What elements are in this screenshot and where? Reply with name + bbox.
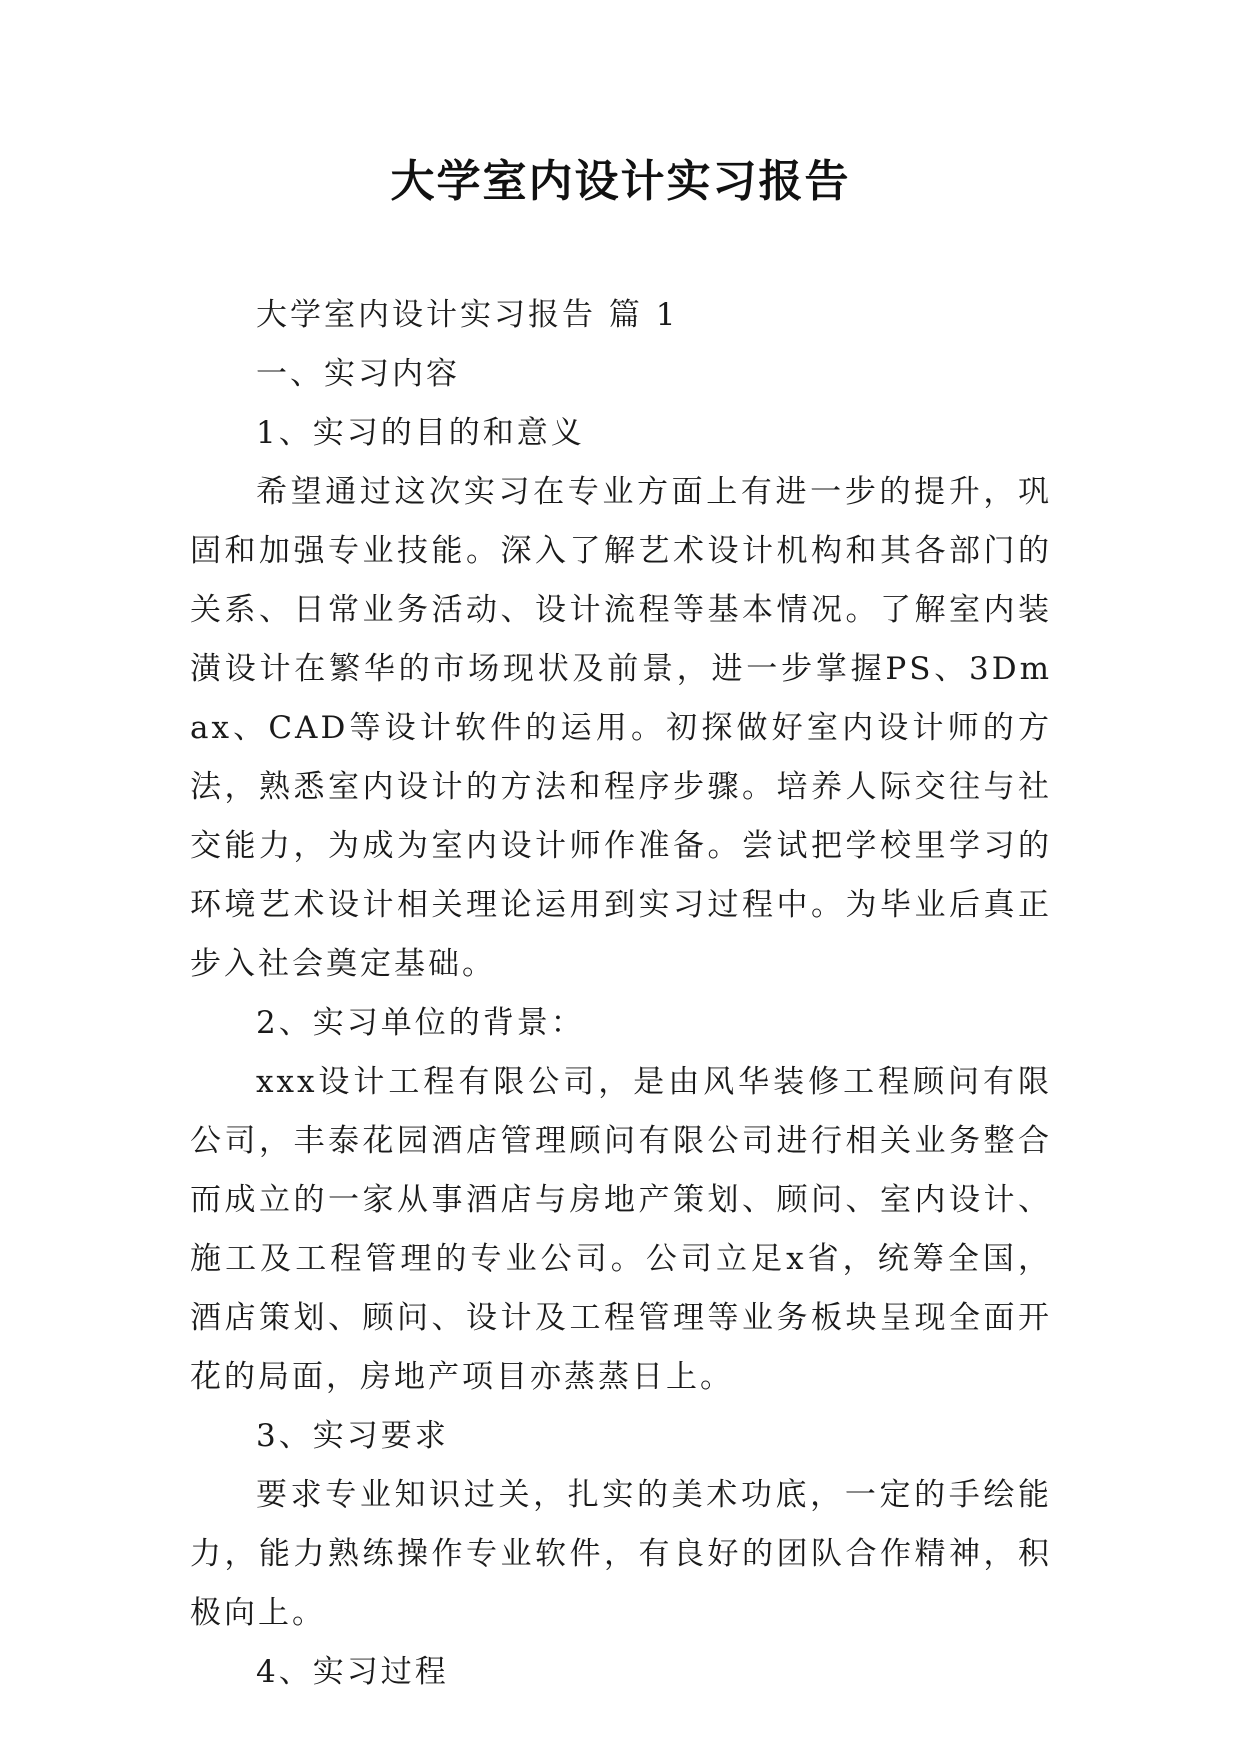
- item2-paragraph: xxx设计工程有限公司，是由风华装修工程顾问有限公司，丰泰花园酒店管理顾问有限公司进行相关业务整合而成立的一家从事酒店与房地产策划、顾问、室内设计、施工及工程管理的专业公司。公司立足x省，统筹全国，酒店策划、顾问、设计及工程管理等业务板块呈现全面开花的局面，房地产项目亦蒸蒸日上。: [190, 1064, 1052, 1395]
- section-heading: 大学室内设计实习报告 篇 1: [256, 297, 679, 333]
- document-body: [190, 286, 1052, 1702]
- item3-heading: 3、实习要求: [256, 1418, 449, 1454]
- document-title: 大学室内设计实习报告: [390, 156, 851, 207]
- part-heading: 一、实习内容: [256, 356, 460, 392]
- item1-heading: 1、实习的目的和意义: [256, 415, 585, 451]
- item3-paragraph: 要求专业知识过关，扎实的美术功底，一定的手绘能力，能力熟练操作专业软件，有良好的团队合作精神，积极向上。: [190, 1477, 1052, 1631]
- item1-paragraph: 希望通过这次实习在专业方面上有进一步的提升，巩固和加强专业技能。深入了解艺术设计机构和其各部门的关系、日常业务活动、设计流程等基本情况。了解室内装潢设计在繁华的市场现状及前景，进一步掌握PS、3Dmax、CAD等设计软件的运用。初探做好室内设计师的方法，熟悉室内设计的方法和程序步骤。培养人际交往与社交能力，为成为室内设计师作准备。尝试把学校里学习的环境艺术设计相关理论运用到实习过程中。为毕业后真正步入社会奠定基础。: [190, 474, 1052, 982]
- item4-heading: 4、实习过程: [256, 1654, 449, 1690]
- item2-heading: 2、实习单位的背景：: [256, 1005, 585, 1041]
